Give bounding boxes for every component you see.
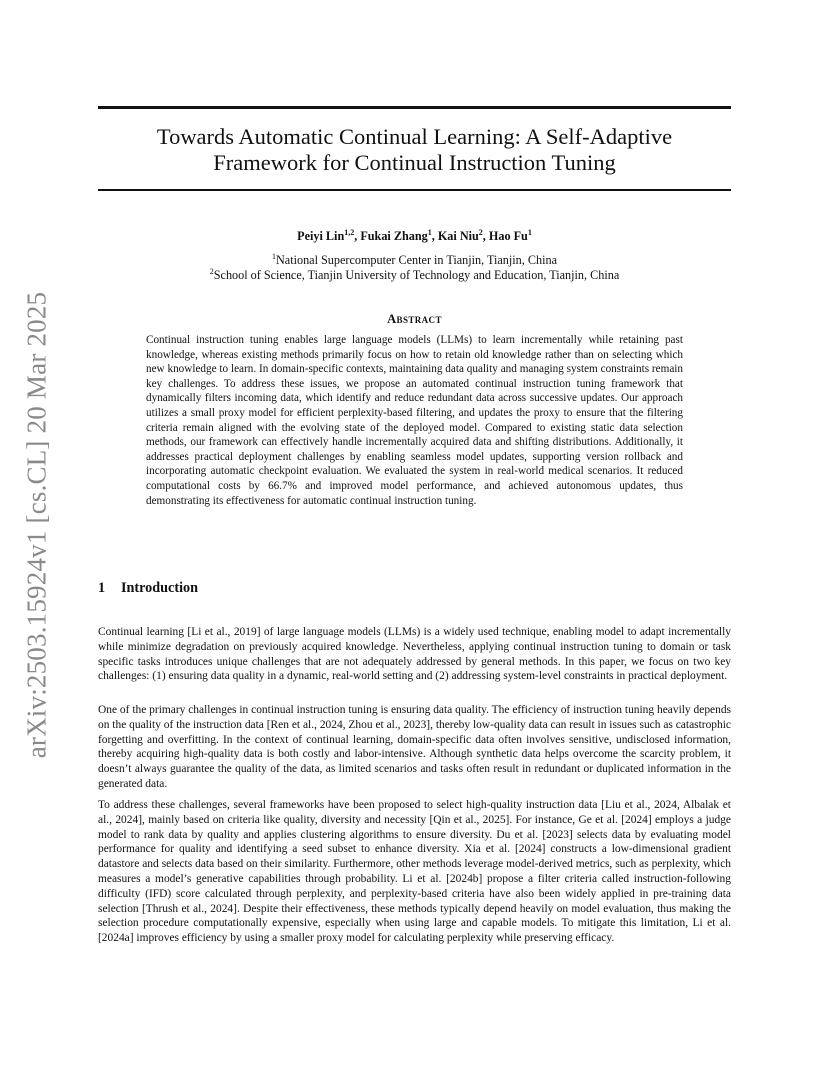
arxiv-side-stamp: arXiv:2503.15924v1 [cs.CL] 20 Mar 2025	[21, 291, 52, 759]
abstract-heading: Abstract	[387, 312, 442, 326]
title-bottom-rule	[98, 189, 731, 191]
body-paragraph: One of the primary challenges in continual instruction tuning is ensuring data quality. The efficiency of instruction tuning heavily depends on the quality of the instruction data [Ren et al., 2024, Zhou et al., 2023], thereby low-quality data can result in issues such as catastrophic forgetting and overfitting. In the context of continual learning, domain-specific data often involves sensitive, undisclosed information, thereby acquiring high-quality data is both costly and labor-intensive. Although synthetic data helps overcome the scarcity problem, it doesn’t always guarantee the quality of the data, as limited scenarios and tasks often result in redundant or duplicated information in the generated data.	[98, 704, 731, 790]
author-name: Fukai Zhang	[360, 229, 428, 243]
author-affiliation-mark: 1	[427, 228, 432, 237]
affiliation-text: School of Science, Tianjin University of Technology and Education, Tianjin, China	[213, 268, 620, 282]
paper-title-line-1: Towards Automatic Continual Learning: A Self-Adaptive	[156, 124, 673, 149]
title-top-rule	[98, 106, 731, 109]
author-affiliation-mark: 1,2	[344, 228, 355, 237]
section-heading	[98, 580, 198, 597]
affiliation	[98, 252, 731, 268]
body-paragraph: To address these challenges, several frameworks have been proposed to select high-quality instruction data [Liu et al., 2024, Albalak et al., 2024], mainly based on criteria like quality, diversity and necessity [Qin et al., 2025]. For instance, Ge et al. [2024] employs a judge model to rank data by quality and applies clustering algorithms to ensure diversity. Du et al. [2023] selects data by evaluating model performance for quality and identifying a seed subset to enhance diversity. Xia et al. [2024] constructs a low-dimensional gradient datastore and selects data based on their similarity. Furthermore, other methods leverage model-derived metrics, such as perplexity, which measures a model’s generative capabilities through probability. Li et al. [2024b] propose a filter criteria called instruction-following difficulty (IFD) score calculated through perplexity, and perplexity-based criteria have also been widely applied in pre-training data selection [Thrush et al., 2024]. Despite their effectiveness, these methods typically depend heavily on model evaluation, thus making the selection procedure computationally expensive, especially when using large and capable models. To mitigate this limitation, Li et al. [2024a] improves efficiency by using a smaller proxy model for calculating perplexity while preserving efficacy.	[98, 799, 731, 945]
affiliation-mark: 2	[209, 267, 214, 276]
author-affiliation-mark: 2	[478, 228, 483, 237]
author-affiliation-mark: 1	[527, 228, 532, 237]
affiliation	[98, 267, 731, 283]
affiliation-text: National Supercomputer Center in Tianjin, Tianjin, China	[276, 253, 557, 267]
paper-title-line-2: Framework for Continual Instruction Tuning	[213, 150, 616, 175]
paper-title	[98, 124, 731, 176]
section-number: 1	[98, 580, 106, 596]
author-name: Kai Niu	[437, 229, 479, 243]
affiliation-mark: 1	[272, 252, 276, 261]
author-name: Peiyi Lin	[297, 229, 345, 243]
abstract-text: Continual instruction tuning enables large language models (LLMs) to learn incrementally while retaining past knowledge, whereas existing methods primarily focus on how to retain old knowledge rather than on selecting which new knowledge to learn. In domain-specific contexts, maintaining data quality and managing system constraints remain key challenges. To address these issues, we propose an automated continual instruction tuning framework that dynamically filters incoming data, which identify and reduce redundant data across successive updates. Our approach utilizes a small proxy model for efficient perplexity-based filtering, and updates the proxy to ensure that the filtering criteria remain aligned with the evolving state of the deployed model. Compared to existing static data selection methods, our framework can effectively handle incrementally acquired data and shifting distributions. Additionally, it addresses practical deployment challenges by enabling seamless model updates, supporting version rollback and incorporating automatic checkpoint evaluation. We evaluated the system in real-world medical scenarios. It reduced computational costs by 66.7% and improved model performance, and achieved autonomous updates, thus demonstrating its effectiveness for automatic continual instruction tuning.	[146, 334, 683, 507]
author-name: Hao Fu	[488, 229, 528, 243]
section-title: Introduction	[121, 580, 198, 596]
body-paragraph: Continual learning [Li et al., 2019] of large language models (LLMs) is a widely used technique, enabling model to adapt incrementally while minimize degradation on previously acquired knowledge. Nevertheless, applying continual instruction tuning to domain or task specific tasks introduces unique challenges that are not adequately addressed by general methods. In this paper, we focus on two key challenges: (1) ensuring data quality in a dynamic, real-world setting and (2) addressing system-level constraints in practical deployment.	[98, 626, 731, 683]
author-list: Peiyi Lin$^{1,2}$, Fukai Zhang$^1$, Kai Niu$^2$, Hao Fu$^1$	[297, 228, 532, 243]
